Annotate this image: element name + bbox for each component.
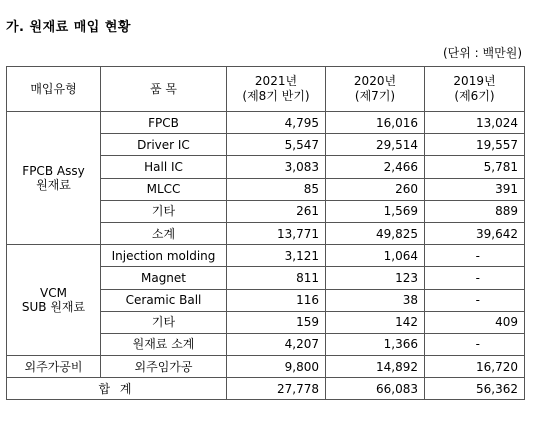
header-item: 품 목 — [101, 67, 227, 112]
value-2019: 16,720 — [425, 356, 525, 378]
value-2020: 123 — [326, 267, 425, 289]
value-2019: 13,024 — [425, 112, 525, 134]
value-2021: 85 — [227, 178, 326, 200]
header-2021 — [227, 67, 326, 112]
value-2020: 260 — [326, 178, 425, 200]
value-2020: 1,064 — [326, 245, 425, 267]
value-2020: 29,514 — [326, 134, 425, 156]
value-2019: - — [425, 333, 525, 355]
value-2021: 116 — [227, 289, 326, 311]
value-2019: 5,781 — [425, 156, 525, 178]
group-vcm-sub — [7, 245, 101, 356]
header-2019 — [425, 67, 525, 112]
header-2021-period: (제8기 반기) — [242, 89, 310, 103]
value-2021: 5,547 — [227, 134, 326, 156]
value-2021: 13,771 — [227, 222, 326, 244]
group-label-line2: 원재료 — [36, 178, 71, 193]
raw-material-purchase-table — [6, 66, 525, 400]
item-cell: 외주임가공 — [101, 356, 227, 378]
value-2019: - — [425, 267, 525, 289]
value-2019: 19,557 — [425, 134, 525, 156]
item-cell: FPCB — [101, 112, 227, 134]
header-2019-period: (제6기) — [454, 89, 495, 103]
header-row — [7, 67, 525, 112]
value-2020: 14,892 — [326, 356, 425, 378]
group-outsourcing: 외주가공비 — [7, 356, 101, 378]
item-cell: 기타 — [101, 200, 227, 222]
table-row — [7, 245, 525, 267]
total-label: 합 계 — [7, 378, 227, 400]
value-2020: 16,016 — [326, 112, 425, 134]
header-2019-year: 2019년 — [453, 74, 496, 88]
value-2019: 889 — [425, 200, 525, 222]
value-2021: 9,800 — [227, 356, 326, 378]
value-2021: 3,121 — [227, 245, 326, 267]
unit-label: (단위 : 백만원) — [443, 46, 522, 60]
item-cell: 기타 — [101, 311, 227, 333]
item-cell: Magnet — [101, 267, 227, 289]
value-2020: 1,569 — [326, 200, 425, 222]
value-2021: 811 — [227, 267, 326, 289]
value-2019: 39,642 — [425, 222, 525, 244]
item-cell: Hall IC — [101, 156, 227, 178]
header-2020 — [326, 67, 425, 112]
value-2021: 159 — [227, 311, 326, 333]
item-cell: 원재료 소계 — [101, 333, 227, 355]
item-cell: MLCC — [101, 178, 227, 200]
group-fpcb-assy — [7, 112, 101, 245]
group-label-line2: SUB 원재료 — [21, 300, 86, 315]
value-2021: 3,083 — [227, 156, 326, 178]
total-2020: 66,083 — [326, 378, 425, 400]
table-row — [7, 112, 525, 134]
value-2019: - — [425, 245, 525, 267]
total-2021: 27,778 — [227, 378, 326, 400]
value-2019: 391 — [425, 178, 525, 200]
header-purchase-type: 매입유형 — [7, 67, 101, 112]
item-cell: Injection molding — [101, 245, 227, 267]
value-2020: 2,466 — [326, 156, 425, 178]
section-title: 가. 원재료 매입 현황 — [6, 20, 131, 35]
group-label-line1: FPCB Assy — [22, 164, 85, 179]
header-2020-year: 2020년 — [353, 74, 397, 88]
total-2019: 56,362 — [425, 378, 525, 400]
value-2020: 49,825 — [326, 222, 425, 244]
value-2021: 261 — [227, 200, 326, 222]
value-2020: 38 — [326, 289, 425, 311]
header-2020-period: (제7기) — [354, 89, 396, 103]
item-cell: Driver IC — [101, 134, 227, 156]
value-2019: 409 — [425, 311, 525, 333]
header-2021-year: 2021년 — [254, 74, 298, 88]
value-2021: 4,795 — [227, 112, 326, 134]
item-cell: Ceramic Ball — [101, 289, 227, 311]
value-2020: 1,366 — [326, 333, 425, 355]
table-row — [7, 356, 525, 378]
value-2020: 142 — [326, 311, 425, 333]
value-2019: - — [425, 289, 525, 311]
value-2021: 4,207 — [227, 333, 326, 355]
item-cell: 소계 — [101, 222, 227, 244]
total-row — [7, 378, 525, 400]
group-label-line1: VCM — [40, 286, 67, 301]
